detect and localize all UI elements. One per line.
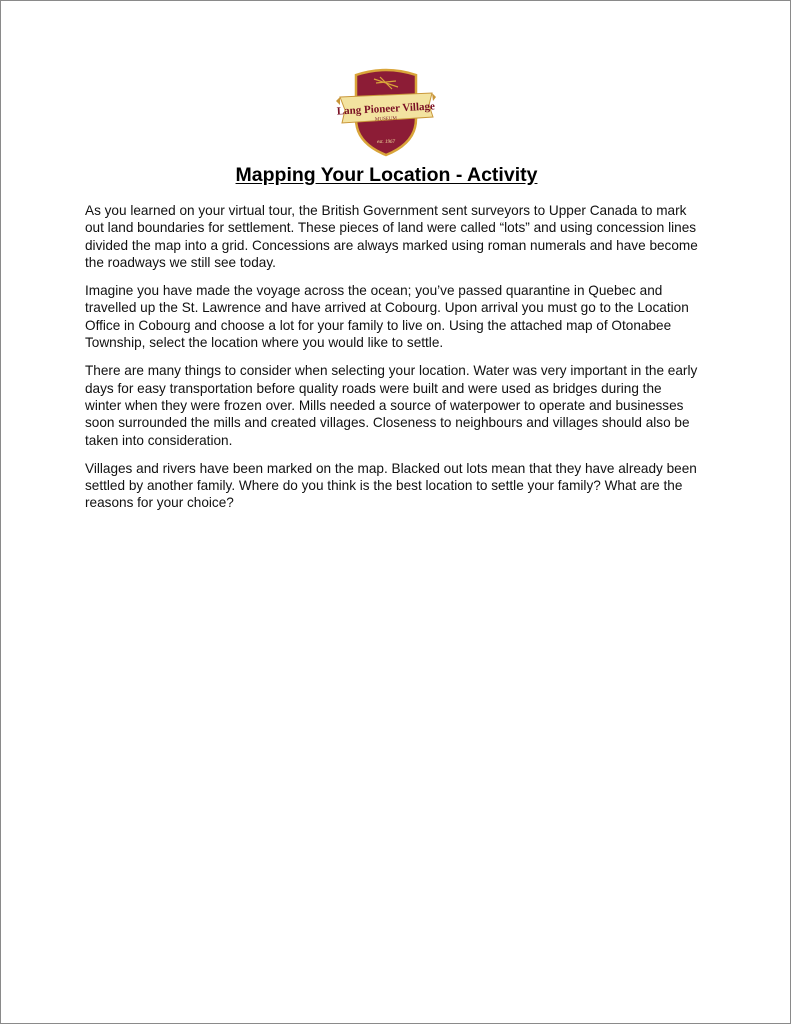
paragraph: Imagine you have made the voyage across the ocean; you’ve passed quarantine in Quebec and travelled up the St. Lawrence and have arrived at Cobourg. Upon arrival you must go to the Location Office in Cobourg and choose a lot for your family to live on. Using the attached map of Otonabee Township, select the location where you would like to settle. (85, 283, 689, 351)
document-body (85, 202, 700, 523)
paragraph: As you learned on your virtual tour, the British Government sent surveyors to Upper Canada to mark out land boundaries for settlement. These pieces of land were called “lots” and using concession lines divided the map into a grid. Concessions are always marked using roman numerals and have become the roadways we still see today. (85, 203, 698, 270)
logo-subtitle: MUSEUM (374, 116, 398, 123)
logo-established: est. 1967 (376, 140, 396, 145)
paragraph: There are many things to consider when selecting your location. Water was very important in the early days for easy transportation before quality roads were built and were used as bridges during the winter when they were frozen over. Mills needed a source of waterpower to operate and businesses soon surrounded the mills and created villages. Closeness to neighbours and villages should also be taken into consideration. (85, 363, 698, 448)
paragraph: Villages and rivers have been marked on the map. Blacked out lots mean that they have already been settled by another family. Where do you think is the best location to settle your family? What are the reasons for your choice? (85, 460, 697, 511)
lang-pioneer-village-logo (336, 67, 436, 159)
logo-name: Lang Pioneer Village (336, 100, 436, 118)
document-title: Mapping Your Location - Activity (235, 164, 538, 186)
